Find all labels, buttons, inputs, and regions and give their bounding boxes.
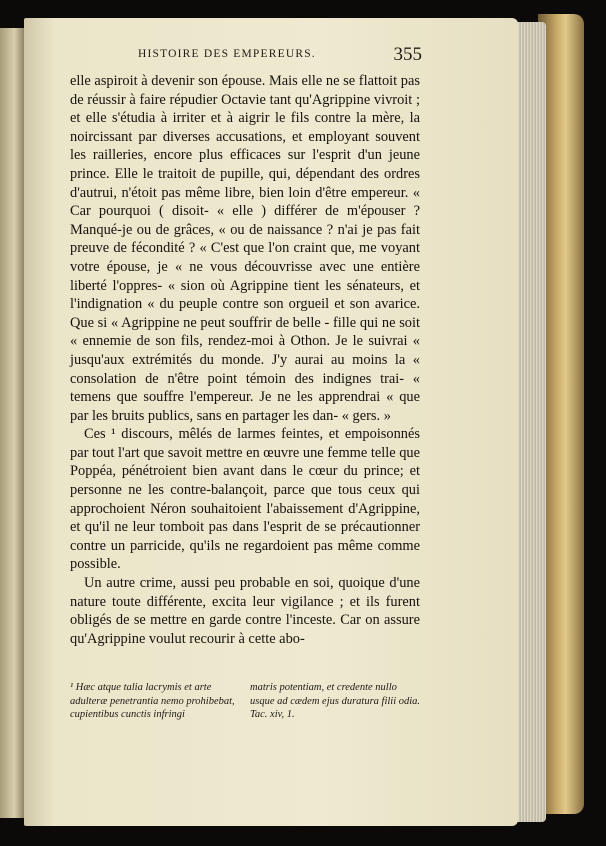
paragraph: elle aspiroit à devenir son épouse. Mais elle ne se flattoit pas de réussir à faire répudier Octavie tant qu'Agrippine vivroit ; et elle s'étudia à irriter et à aigrir le fils contre la mère, la noircissant par diverses accusations, et employant souvent les railleries, encore plus efficaces sur l'esprit d'un jeune prince. Elle le traitoit de pupille, qui, dépendant des ordres d'autrui, n'étoit pas même libre, bien loin d'être empereur. « Car pourquoi ( disoit- « elle ) différer de m'épouser ? Manqué-je ou de grâces, « ou de naissance ? n'ai je pas fait preuve de fécondité ? « C'est que l'on craint que, me voyant votre épouse, je « ne vous découvrisse avec une entière liberté l'oppres- « sion où Agrippine tient les sénateurs, et l'indignation « du peuple contre son orgueil et son avarice. Que si « Agrippine ne peut souffrir de belle - fille qui ne soit « ennemie de son fils, rendez-moi à Othon. Je le suivrai « jusqu'aux extrémités du monde. J'y aurai au moins la « consolation de n'être point témoin des indignes trai- « temens que souffre l'empereur. Je ne les apprendrai « que par les bruits publics, sans en partager les dan- « gers. » <box>70 73 420 424</box>
paragraph: Ces ¹ discours, mêlés de larmes feintes, et empoisonnés par tout l'art que savoit mettre en œuvre une femme telle que Poppéa, pénétroient bien avant dans le cœur du prince; et personne ne les contre-balançoit, parce que tous ceux qui approchoient Néron souhaitoient l'abaissement d'Agrippine, et qu'il ne leur tomboit pas dans l'esprit de se précautionner contre un parricide, qu'ils ne regardoient pas même comme possible. <box>70 426 420 573</box>
paragraph: Un autre crime, aussi peu probable en soi, quoique d'une nature toute différente, excita leur vigilance ; et ils furent obligés de se mettre en garde contre l'inceste. Car on assure qu'Agrippine voulut recourir à cette abo- <box>70 575 420 647</box>
footnote <box>70 681 422 722</box>
facing-page-edge <box>0 28 24 818</box>
page-number: 355 <box>393 44 422 65</box>
footnote-left-column: ¹ Hæc atque talia lacrymis et arte adulteræ penetrantia nemo prohibebat, cupientibus cunctis infringi <box>70 682 235 720</box>
running-title: HISTOIRE DES EMPEREURS. <box>138 48 316 60</box>
body-text <box>70 72 420 648</box>
footnote-right-column: matris potentiam, et credente nullo usque ad cædem ejus duratura filii odia. Tac. xiv, 1. <box>250 682 421 720</box>
